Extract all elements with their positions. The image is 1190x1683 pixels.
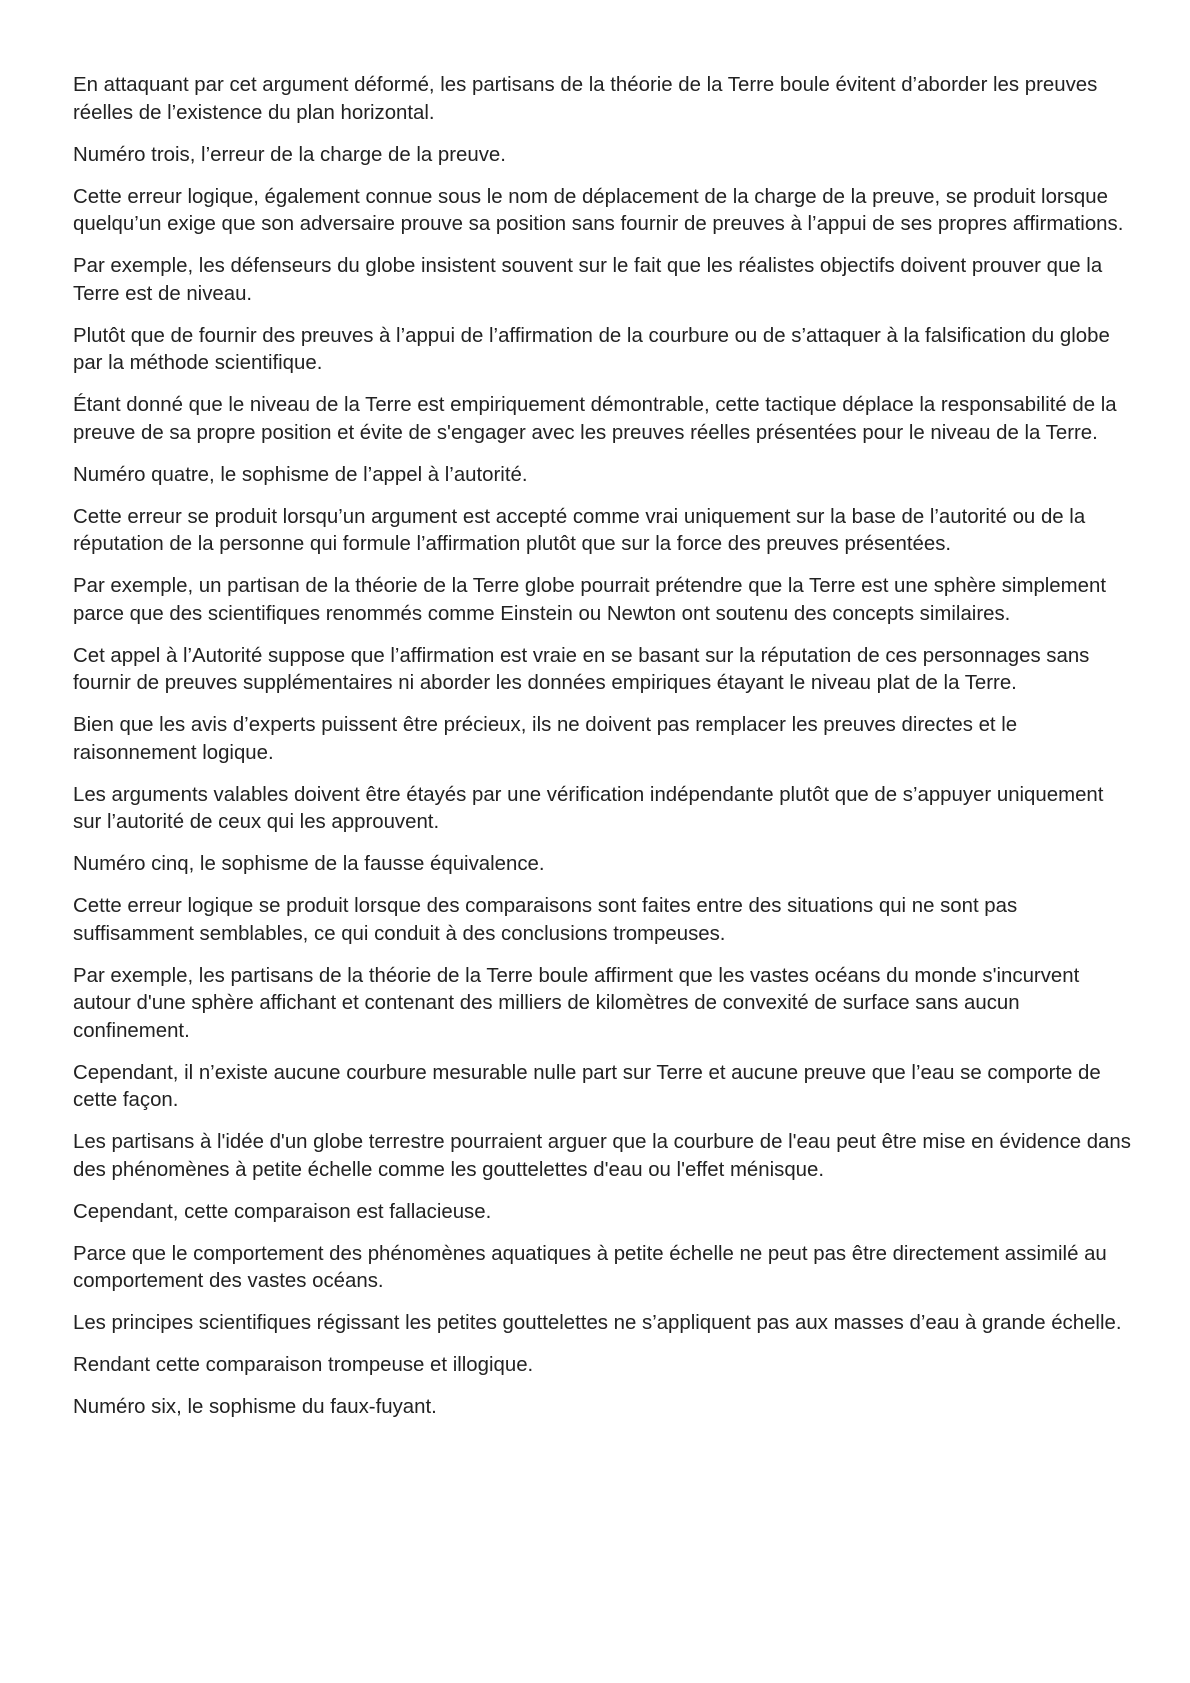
paragraph: Bien que les avis d’experts puissent être précieux, ils ne doivent pas remplacer les preuves directes et le raisonnement logique. xyxy=(73,714,1018,764)
paragraph: Cet appel à l’Autorité suppose que l’affirmation est vraie en se basant sur la réputation de ces personnages sans fournir de preuves supplémentaires ni aborder les données empiriques étayant le niveau plat de la Terre. xyxy=(73,644,1090,694)
paragraph: Par exemple, les partisans de la théorie de la Terre boule affirment que les vastes océans du monde s'incurvent autour d'une sphère affichant et contenant des milliers de kilomètres de convexité de surface sans aucun confinement. xyxy=(73,964,1080,1042)
paragraph-heading: Numéro cinq, le sophisme de la fausse équivalence. xyxy=(73,853,545,875)
paragraph-heading: Numéro quatre, le sophisme de l’appel à l’autorité. xyxy=(73,463,528,486)
paragraph: Par exemple, les défenseurs du globe insistent souvent sur le fait que les réalistes objectifs doivent prouver que la Terre est de niveau. xyxy=(73,255,1103,305)
paragraph: Les principes scientifiques régissant les petites gouttelettes ne s’appliquent pas aux masses d’eau à grande échelle. xyxy=(73,1312,1122,1334)
paragraph: Par exemple, un partisan de la théorie de la Terre globe pourrait prétendre que la Terre est une sphère simplement parce que des scientifiques renommés comme Einstein ou Newton ont soutenu des concepts similaires. xyxy=(73,575,1106,625)
paragraph: Cette erreur se produit lorsqu’un argument est accepté comme vrai uniquement sur la base de l’autorité ou de la réputation de la personne qui formule l’affirmation plutôt que sur la force des preuves présentées. xyxy=(73,505,1086,555)
paragraph: En attaquant par cet argument déformé, les partisans de la théorie de la Terre boule évitent d’aborder les preuves réelles de l’existence du plan horizontal. xyxy=(73,74,1098,124)
paragraph: Parce que le comportement des phénomènes aquatiques à petite échelle ne peut pas être directement assimilé au comportement des vastes océans. xyxy=(73,1242,1107,1292)
paragraph: Plutôt que de fournir des preuves à l’appui de l’affirmation de la courbure ou de s’attaquer à la falsification du globe par la méthode scientifique. xyxy=(73,324,1110,374)
paragraph: Les partisans à l'idée d'un globe terrestre pourraient arguer que la courbure de l'eau peut être mise en évidence dans des phénomènes à petite échelle comme les gouttelettes d'eau ou l'effet ménisque. xyxy=(73,1131,1131,1181)
paragraph: Cependant, il n’existe aucune courbure mesurable nulle part sur Terre et aucune preuve que l’eau se comporte de cette façon. xyxy=(73,1061,1101,1111)
paragraph: Étant donné que le niveau de la Terre est empiriquement démontrable, cette tactique déplace la responsabilité de la preuve de sa propre position et évite de s'engager avec les preuves réelles présentées pour le niveau de la Terre. xyxy=(73,394,1117,444)
paragraph-heading: Numéro six, le sophisme du faux-fuyant. xyxy=(73,1396,437,1418)
paragraph: Rendant cette comparaison trompeuse et illogique. xyxy=(73,1354,534,1376)
paragraph: Cependant, cette comparaison est fallacieuse. xyxy=(73,1200,492,1223)
paragraph: Cette erreur logique, également connue sous le nom de déplacement de la charge de la preuve, se produit lorsque quelqu’un exige que son adversaire prouve sa position sans fournir de preuves à l’appui de ses propres affirmations. xyxy=(73,185,1124,235)
paragraph-heading: Numéro trois, l’erreur de la charge de la preuve. xyxy=(73,143,506,166)
paragraph: Les arguments valables doivent être étayés par une vérification indépendante plutôt que de s’appuyer uniquement sur l’autorité de ceux qui les approuvent. xyxy=(73,783,1104,833)
document-body xyxy=(73,72,1133,1436)
paragraph: Cette erreur logique se produit lorsque des comparaisons sont faites entre des situations qui ne sont pas suffisamment semblables, ce qui conduit à des conclusions trompeuses. xyxy=(73,895,1018,945)
